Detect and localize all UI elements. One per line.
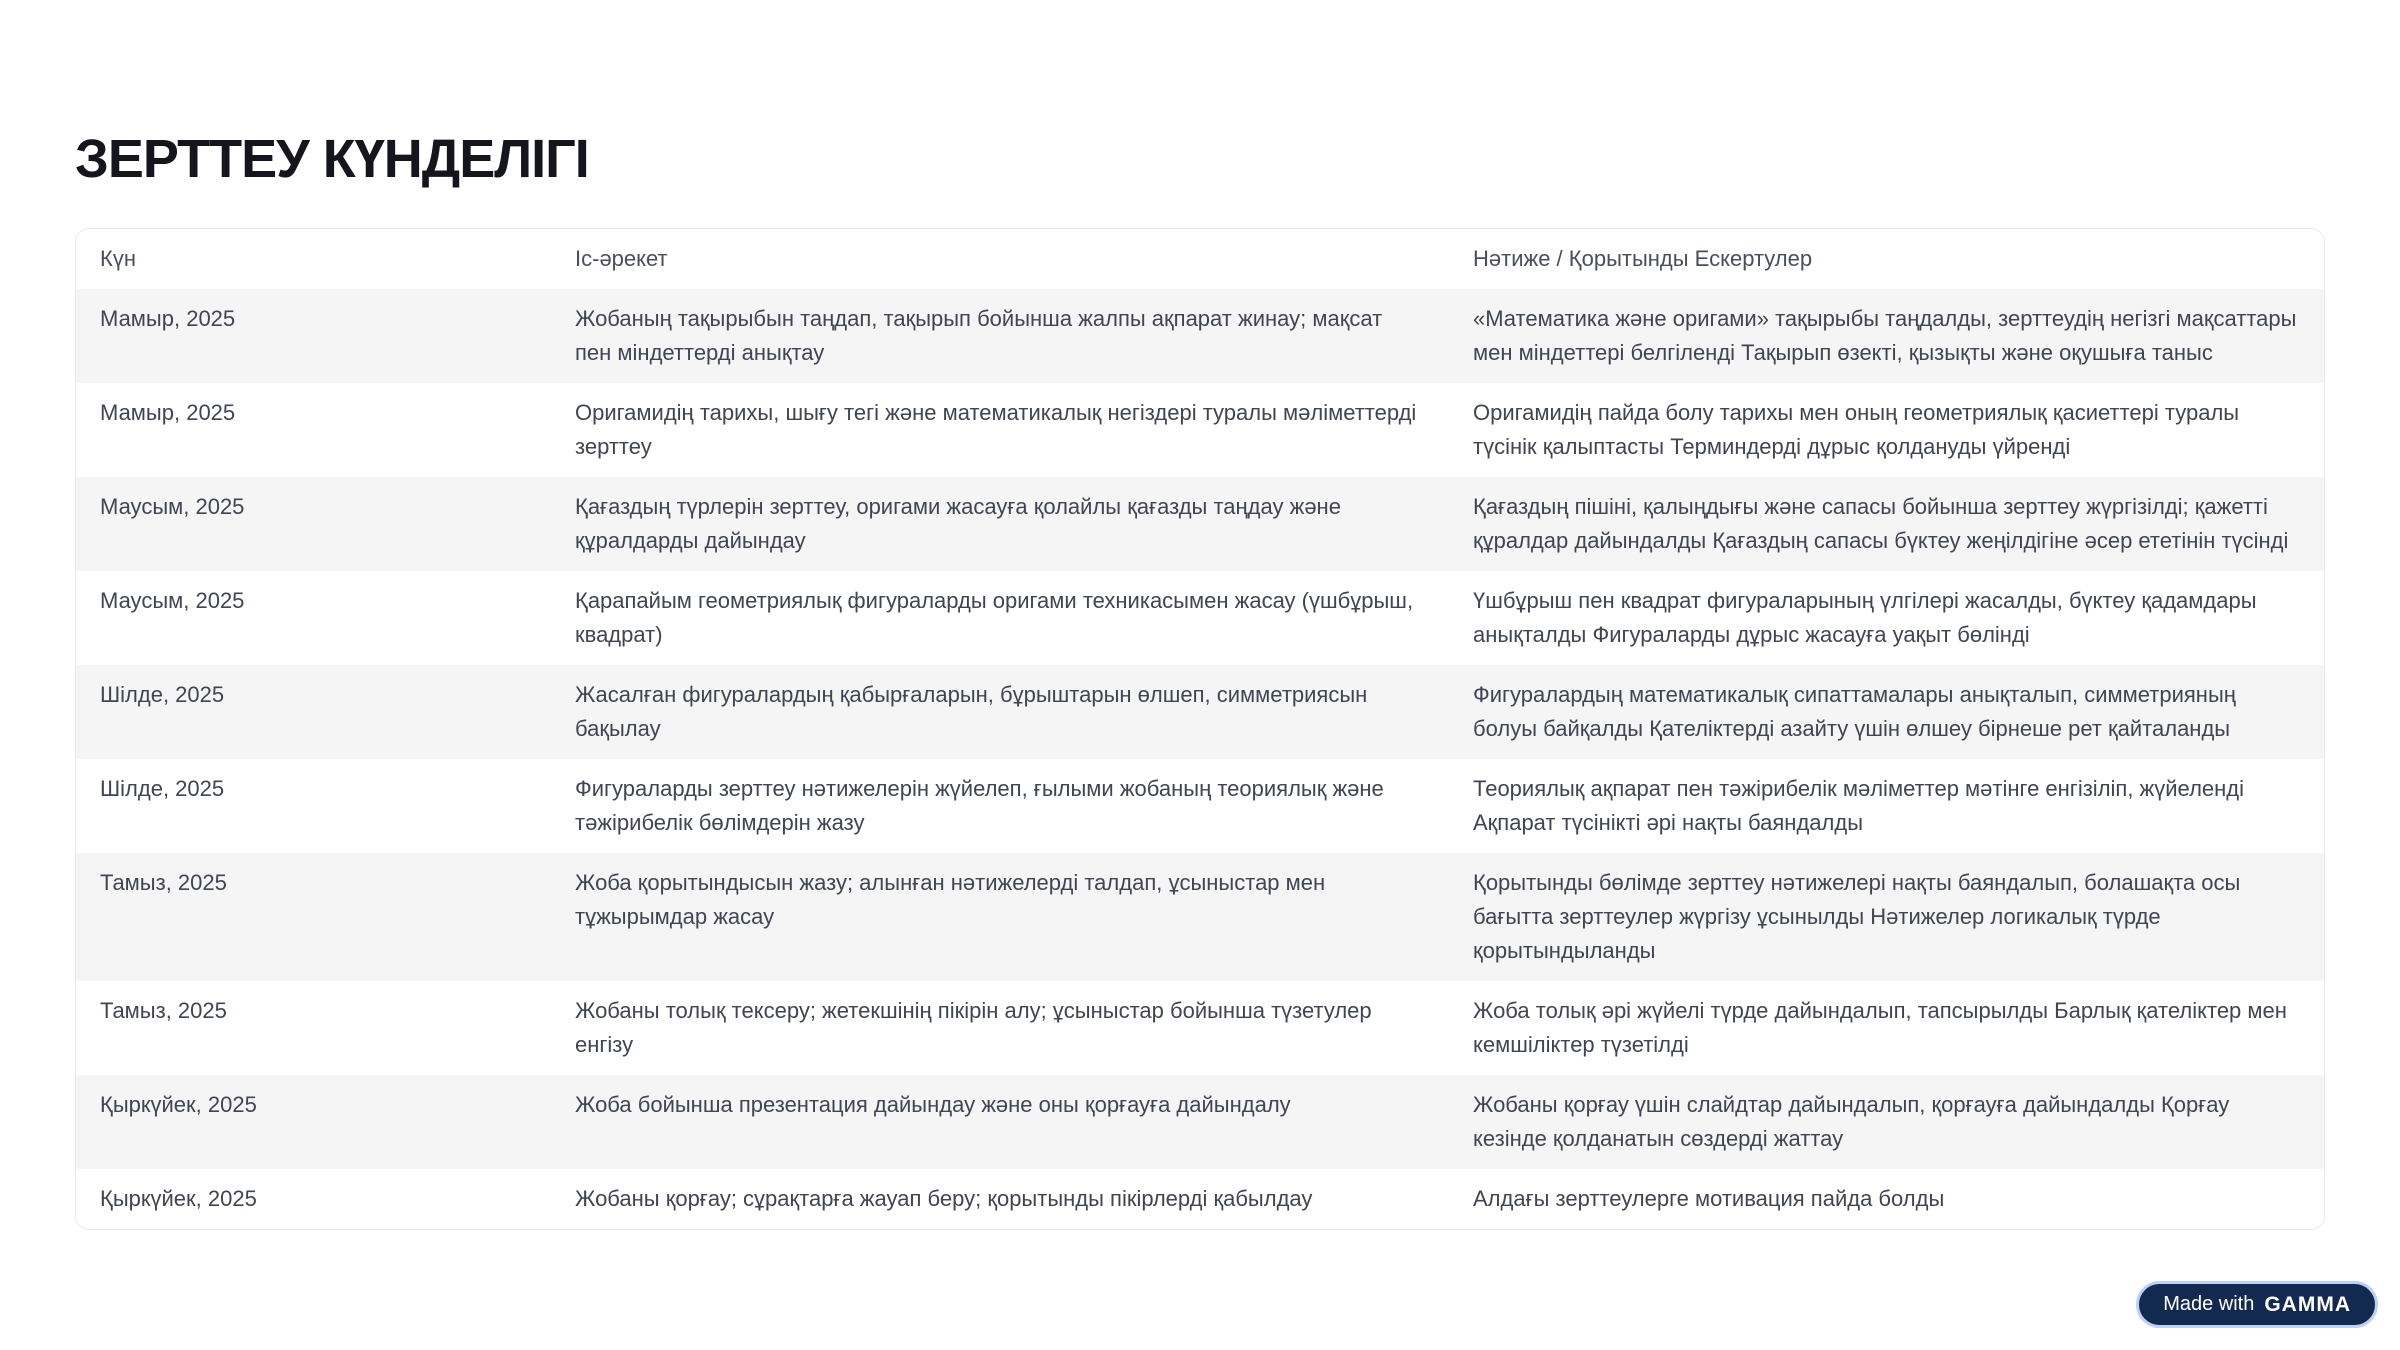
table-row [76,571,2325,665]
cell-date: Шілде, 2025 [76,665,551,759]
cell-result: Оригамидің пайда болу тарихы мен оның геометриялық қасиеттері туралы түсінік қалыптасты Терминдерді дұрыс қолдануды үйренді [1449,383,2325,477]
cell-date: Мамыр, 2025 [76,383,551,477]
cell-action: Қарапайым геометриялық фигураларды оригами техникасымен жасау (үшбұрыш, квадрат) [551,571,1449,665]
cell-action: Фигураларды зерттеу нәтижелерін жүйелеп, ғылыми жобаның теориялық және тәжірибелік бөлімдерін жазу [551,759,1449,853]
table-row [76,981,2325,1075]
cell-date: Тамыз, 2025 [76,853,551,981]
gamma-logo: GAMMA [2264,1292,2351,1316]
cell-result: Қағаздың пішіні, қалыңдығы және сапасы бойынша зерттеу жүргізілді; қажетті құралдар дайындалды Қағаздың сапасы бүктеу жеңілдігіне әсер ететінін түсінді [1449,477,2325,571]
cell-action: Жобаны толық тексеру; жетекшінің пікірін алу; ұсыныстар бойынша түзетулер енгізу [551,981,1449,1075]
table-row [76,1169,2325,1229]
cell-date: Маусым, 2025 [76,477,551,571]
made-with-gamma-badge[interactable] [2136,1281,2378,1328]
table-row [76,759,2325,853]
cell-result: Жоба толық әрі жүйелі түрде дайындалып, тапсырылды Барлық қателіктер мен кемшіліктер түзетілді [1449,981,2325,1075]
table-row [76,853,2325,981]
table-row [76,383,2325,477]
column-header-date: Күн [76,229,551,289]
table-header-row [76,229,2325,289]
table-row [76,1075,2325,1169]
cell-date: Шілде, 2025 [76,759,551,853]
cell-action: Жобаны қорғау; сұрақтарға жауап беру; қорытынды пікірлерді қабылдау [551,1169,1449,1229]
cell-result: Үшбұрыш пен квадрат фигураларының үлгілері жасалды, бүктеу қадамдары анықталды Фигураларды дұрыс жасауға уақыт бөлінді [1449,571,2325,665]
cell-result: Жобаны қорғау үшін слайдтар дайындалып, қорғауға дайындалды Қорғау кезінде қолданатын сөздерді жаттау [1449,1075,2325,1169]
cell-result: Теориялық ақпарат пен тәжірибелік мәліметтер мәтінге енгізіліп, жүйеленді Ақпарат түсінікті әрі нақты баяндалды [1449,759,2325,853]
cell-result: Қорытынды бөлімде зерттеу нәтижелері нақты баяндалып, болашақта осы бағытта зерттеулер жүргізу ұсынылды Нәтижелер логикалық түрде қорытындыланды [1449,853,2325,981]
cell-date: Мамыр, 2025 [76,289,551,383]
cell-result: «Математика және оригами» тақырыбы таңдалды, зерттеудің негізгі мақсаттары мен міндеттері белгіленді Тақырып өзекті, қызықты және оқушыға таныс [1449,289,2325,383]
cell-action: Жасалған фигуралардың қабырғаларын, бұрыштарын өлшеп, симметриясын бақылау [551,665,1449,759]
column-header-action: Іс-әрекет [551,229,1449,289]
cell-date: Тамыз, 2025 [76,981,551,1075]
cell-date: Қыркүйек, 2025 [76,1169,551,1229]
cell-action: Жобаның тақырыбын таңдап, тақырып бойынша жалпы ақпарат жинау; мақсат пен міндеттерді анықтау [551,289,1449,383]
column-header-result: Нәтиже / Қорытынды Ескертулер [1449,229,2325,289]
table-row [76,289,2325,383]
table-row [76,665,2325,759]
cell-result: Фигуралардың математикалық сипаттамалары анықталып, симметрияның болуы байқалды Қателіктерді азайту үшін өлшеу бірнеше рет қайталанды [1449,665,2325,759]
cell-date: Қыркүйек, 2025 [76,1075,551,1169]
made-with-label: Made with [2163,1293,2255,1315]
cell-action: Қағаздың түрлерін зерттеу, оригами жасауға қолайлы қағазды таңдау және құралдарды дайындау [551,477,1449,571]
table-row [76,477,2325,571]
page-title: ЗЕРТТЕУ КҮНДЕЛІГІ [75,129,589,189]
cell-date: Маусым, 2025 [76,571,551,665]
cell-action: Жоба бойынша презентация дайындау және оны қорғауға дайындалу [551,1075,1449,1169]
cell-action: Оригамидің тарихы, шығу тегі және математикалық негіздері туралы мәліметтерді зерттеу [551,383,1449,477]
cell-action: Жоба қорытындысын жазу; алынған нәтижелерді талдап, ұсыныстар мен тұжырымдар жасау [551,853,1449,981]
research-diary-table [75,228,2325,1230]
cell-result: Алдағы зерттеулерге мотивация пайда болды [1449,1169,2325,1229]
